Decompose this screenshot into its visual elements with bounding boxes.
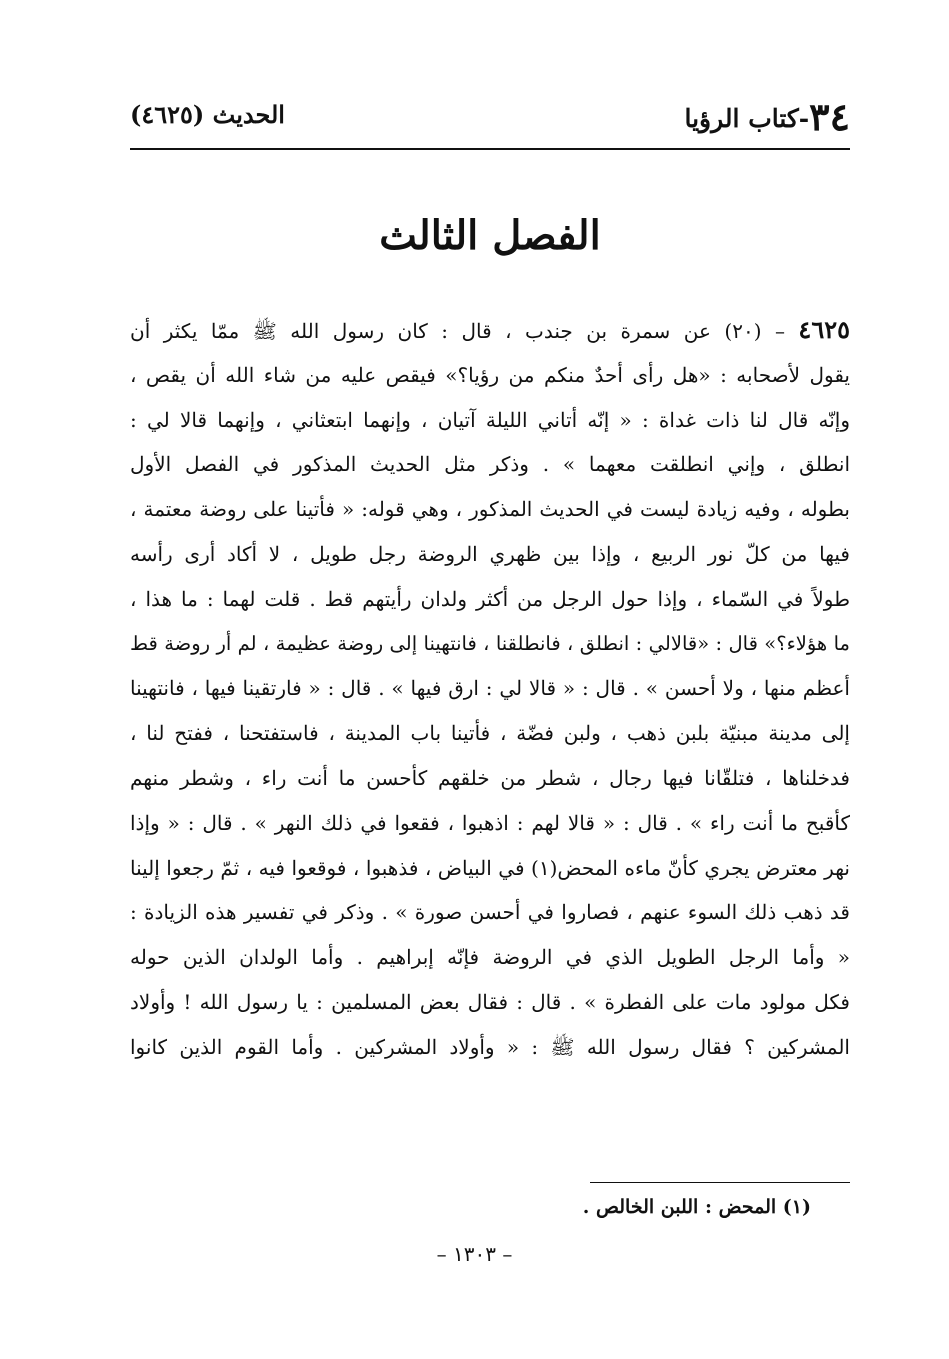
text-line: فكل مولود مات على الفطرة » . قال : فقال بعض المسلمين : يا رسول الله ! وأولاد — [130, 989, 850, 1014]
text-line: « وأما الرجل الطويل الذي في الروضة فإنّه إبراهيم . وأما الولدان الذين حوله — [130, 945, 850, 970]
text-line — [130, 308, 850, 353]
text-line: فدخلناها ، فتلقّانا فيها رجال ، شطر من خلقهم كأحسن ما أنت راء ، وشطر منهم — [130, 765, 850, 790]
text-line: يقول لأصحابه : «هل رأى أحدٌ منكم من رؤيا؟» فيقص عليه من شاء الله أن يقص ، — [130, 362, 850, 387]
text-line: كأقبح ما أنت راء » . قال : « قالا لهم : اذهبوا ، فقعوا في ذلك النهر » . قال : « وإذا — [130, 810, 850, 835]
chapter-title: -كتاب الرؤيا — [684, 104, 810, 133]
text-line: فيها من كلّ نور الربيع ، وإذا بين ظهري الروضة رجل طويل ، لا أكاد أرى رأسه — [130, 541, 850, 566]
text-line: أعظم منها ، ولا أحسن » . قال : « قالا لي : ارق فيها » . قال : « فارتقينا فيها ، فانتهينا — [130, 676, 850, 701]
text-line: المشركين ؟ فقال رسول الله ﷺ : « وأولاد المشركين . وأما القوم الذين كانوا — [130, 1034, 850, 1059]
running-header — [130, 92, 850, 140]
text-line: طولاً في السّماء ، وإذا حول الرجل من أكثر ولدان رأيتهم قط . قلت لهما : ما هذا ، — [130, 586, 850, 611]
footnote-divider — [590, 1182, 850, 1183]
section-title: الفصل الثالث — [379, 212, 601, 259]
text-line: انطلق ، وإني انطلقت معهما » . وذكر مثل الحديث المذكور في الفصل الأول — [130, 452, 850, 477]
hadith-number: ٤٦٢٥ — [798, 315, 850, 344]
text-line: نهر معترض يجري كأنّ ماءه المحض(١) في البياض ، فذهبوا ، فوقعوا فيه ، ثمّ رجعوا إلينا — [130, 855, 850, 880]
chapter-number: ٣٤ — [809, 94, 850, 139]
chapter-heading — [684, 94, 850, 139]
text-line: ما هؤلاء؟» قال : «قالالي : انطلق ، فانطلقنا ، فانتهينا إلى روضة عظيمة ، لم أر روضة قط — [130, 631, 850, 655]
text-line: وإنّه قال لنا ذات غداة : « إنّه أتاني الليلة آتيان ، وإنهما ابتعثاني ، وإنهما قالا لي : — [130, 407, 850, 432]
text-line: إلى مدينة مبنيّة بلبن ذهب ، ولبن فضّة ، فأتينا باب المدينة ، فاستفتحنا ، ففتح لنا ، — [130, 721, 850, 746]
page-number: – ١٣٠٣ – — [436, 1242, 513, 1266]
text-line: قد ذهب ذلك السوء عنهم ، فصاروا في أحسن صورة » . وذكر في تفسير هذه الزيادة : — [130, 900, 850, 925]
header-divider — [130, 148, 850, 150]
text-line: بطوله ، وفيه زيادة ليست في الحديث المذكور ، وهي قوله: « فأتينا على روضة معتمة ، — [130, 497, 850, 522]
footnote: (١) المحض : اللبن الخالص . — [582, 1196, 811, 1218]
hadith-reference: الحديث (٤٦٢٥) — [130, 100, 285, 129]
text-line-content: – (٢٠) عن سمرة بن جندب ، قال : كان رسول الله ﷺ ممّا يكثر أن — [130, 319, 785, 343]
body-text — [130, 308, 850, 1070]
